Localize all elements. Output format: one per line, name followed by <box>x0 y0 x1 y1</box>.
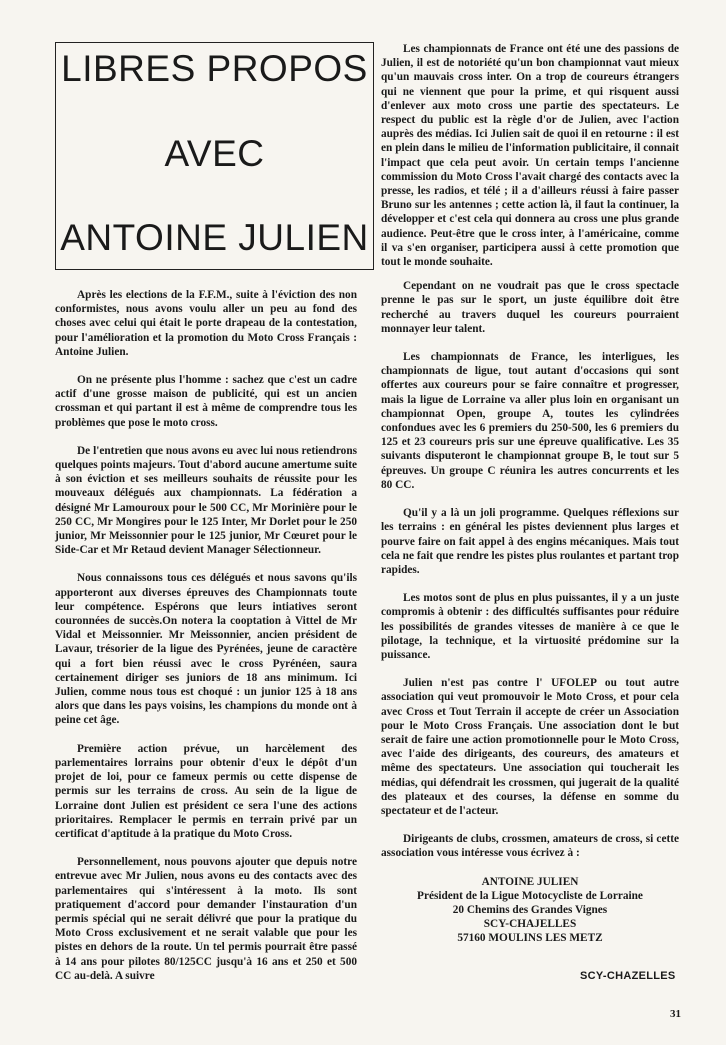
paragraph: On ne présente plus l'homme : sachez que c'est un cadre actif d'une grosse maison de publicité, qui est un ancien crossman et qui partant il est à même de comprendre tous les problèmes que pose le moto cross. <box>55 374 357 429</box>
signature: SCY-CHAZELLES <box>580 970 676 982</box>
paragraph: Après les elections de la F.F.M., suite à l'éviction des non conformistes, nous avons voulu aller un peu au fond des choses avec celui qui était le porte drapeau de la contestation, pour l'amélioration et la promotion du Moto Cross Français : Antoine Julien. <box>55 289 357 358</box>
paragraph: Cependant on ne voudrait pas que le cross spectacle prenne le pas sur le sport, un juste équilibre doit être recherché au travers duquel les coureurs pourraient monnayer leur talent. <box>381 280 679 335</box>
paragraph: Les championnats de France, les interligues, les championnats de ligue, tout autant d'occasions qui sont offertes aux coureurs pour se faire connaître et progresser, mais la ligue de Lorraine va aller plus loin en organisant un championnat Open, groupe A, toutes les cylindrées confondues avec les 6 premiers du 250-500, les 6 premiers du 125 et 23 coureurs pris sur une épreuve qualificative. Les 35 suivants disputeront le championnat groupe B, le tout sur 5 épreuves. Un groupe C réunira les autres concurrents et les 80 CC. <box>381 351 679 491</box>
contact-address <box>381 875 679 946</box>
paragraph: Première action prévue, un harcèlement des parlementaires lorrains pour obtenir d'eux le dépôt d'un projet de loi, pour ce fameux permis ou cette dispense de permis sur les terrains de cross. Au sein de la ligue de Lorraine dont Julien est président ce sera l'une des actions prioritaires. Remplacer le permis en terrain privé par un certificat d'aptitude à la pratique du Moto Cross. <box>55 742 357 840</box>
paragraph: De l'entretien que nous avons eu avec lui nous retiendrons quelques points majeurs. Tout d'abord aucune amertume suite à son éviction et ses meilleurs souhaits de réussite pour les mouveaux délégués aux championnats. La fédération a désigné Mr Lamouroux pour le 500 CC, Mr Morinière pour le 250 CC, Mr Mongires pour le 125 Inter, Mr Dorlet pour le 250 junior, Mr Meissonnier pour le 125 junior, Mr Cœuret pour le Side-Car et Mr Retaud devient Manager Sélectionneur. <box>55 444 357 557</box>
paragraph: Les championnats de France ont été une des passions de Julien, il est de notoriété qu'un bon championnat vaut mieux qu'un mauvais cross inter. On a trop de coureurs étrangers qui ne viennent que pour la prime, et qui risquent aussi d'enlever aux moto cross une partie des spectateurs. Le respect du public est la règle d'or de Julien, avec l'action auprès des médias. Ici Julien sait de quoi il en retourne : il est en plein dans le milieu de l'information publicitaire, il connait l'impact que cela peut avoir. Un certain temps l'ancienne commission du Moto Cross l'avait chargé des contacts avec la presse, les radios, et télé ; il a d'ailleurs réussi à faire passer Bruno sur les antennes ; cette action là, il faut la continuer, la développer et c'est cela qui donnera au cross une plus grande audience. Peut-être que le cross inter, à l'américaine, comme il va s'en organiser, participera aussi à cette promotion que tout le monde souhaite. <box>381 43 679 269</box>
paragraph: Dirigeants de clubs, crossmen, amateurs de cross, si cette association vous intéresse vous écrivez à : <box>381 833 679 860</box>
paragraph: Nous connaissons tous ces délégués et nous savons qu'ils apporteront aux diverses épreuves des Championnats toute leur compétence. Espérons que leurs intiatives seront couronnées de succès.On notera la cooptation à Vittel de Mr Vidal et Meissonnier. Mr Meissonnier, ancien président de Lavaur, trésorier de la ligue des Pyrénées, jeune de caractère qui a fort bien réussi avec le cross Pyrénéen, saura certainement diriger ses juniors de 18 ans minimum. Ici Julien, comme nous tous est choqué : un junior 125 à 18 ans alors que dans les pays voisins, les champions du monde ont à peine cet âge. <box>55 572 357 727</box>
address-city: 57160 MOULINS LES METZ <box>457 932 603 945</box>
paragraph: Les motos sont de plus en plus puissantes, il y a un juste compromis à obtenir : des difficultés suffisantes pour réduire les possibilités de grandes vitesses de manière à ce que le pilotage, la technique, et la virtuosité prédomine sur la puissance. <box>381 592 679 661</box>
left-column <box>55 288 357 997</box>
page-number: 31 <box>670 1008 681 1020</box>
title-line-2: AVEC <box>164 132 265 174</box>
paragraph: Julien n'est pas contre l' UFOLEP ou tout autre association qui veut promouvoir le Moto Cross, et pour cela avec Cross et Tout Terrain il accepte de créer un Association pour le Moto Cross Français. Une association dont le but serait de faire une action promotionnelle pour le Moto Cross, avec l'aide des dirigeants, des coureurs, des amateurs et même des spectateurs. Une association qui toucherait les médias, qui défendrait les crossmen, qui jugerait de la qualité des plateaux et des courses, la défense en somme du spectateur et de l'acteur. <box>381 677 679 817</box>
address-role: Président de la Ligue Motocycliste de Lorraine <box>417 889 643 902</box>
address-locality: SCY-CHAJELLES <box>483 918 577 931</box>
paragraph: Personnellement, nous pouvons ajouter que depuis notre entrevue avec Mr Julien, nous avons eu des contacts avec des parlementaires qui s'intéressent à la moto. Ils sont pratiquement d'accord pour demander l'instauration d'un permis spécial qui ne serait délivré que pour la pratique du Moto Cross exclusivement et ne serait valable que pour les pistes en dehors de la route. Un tel permis pourrait être passé à 14 ans pour pilotes 80/125CC jusqu'à 16 ans et 250 et 500 CC au-delà. A suivre <box>55 856 357 982</box>
title-box <box>55 42 374 270</box>
title-line-1: LIBRES PROPOS <box>61 48 368 89</box>
address-street: 20 Chemins des Grandes Vignes <box>452 903 608 916</box>
address-name: ANTOINE JULIEN <box>481 875 579 888</box>
right-column <box>381 42 679 946</box>
title-line-3: ANTOINE JULIEN <box>60 217 369 259</box>
paragraph: Qu'il y a là un joli programme. Quelques réflexions sur les terrains : en général les pistes deviennent plus larges et pourve faire on fait appel à des engins mécaniques. Mais tout cela ne fait que rendre les pistes plus roulantes et partant trop rapides. <box>381 507 679 576</box>
